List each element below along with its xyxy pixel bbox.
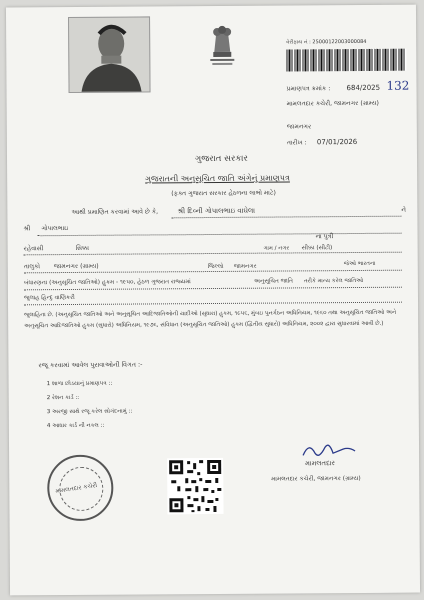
date-label: તારીખ : <box>286 139 307 147</box>
caste-type: અનુસૂચિત જાતિ <box>253 278 293 285</box>
legal-paragraph: જુલાહિના છે. (અનુસૂચિત જાતિઓ અને અનુસૂચિત આદિજાતિઓની યાદીઓ (સુધારા) હુકમ, ૧૯૫૬, મુંબઇ પુનર્ગઠન અધિનિયમ, ૧૯૬૦ તથા અનુસૂચિત જાતિઓ અને અનુસૂચિત આદિજાતિઓ હુકમ (સુધારો) અધિનિયમ, ૧૯૭૬, સંવિધાન (અનુસૂચિત જાતિઓ) હુકમ (દ્વિતીય સુધારો) અધિનિયમ, ૨૦૦૨ દ્વારા સુધારવામાં આવી છે.) <box>24 309 397 329</box>
person-icon <box>69 17 150 92</box>
resident-label: રહેવાસી <box>23 245 44 253</box>
father-name: ગોપાલભાઇ <box>41 225 69 233</box>
certificate-page <box>6 5 420 596</box>
govt-heading: ગુજરાત સરકાર <box>194 153 248 165</box>
district-label: જિલ્લો <box>207 263 224 271</box>
law-line: બંધારણના (અનુસૂચિત જાતિઓ) હુકમ - ૧૯૫૦, હેઠળ ગુજરાત રાજ્યમાં <box>23 279 191 287</box>
taluka-label: તાલુકો <box>23 263 41 271</box>
page-title: ગુજરાતની અનુસૂચિત જાતિ અંગેનું પ્રમાણપત્ર <box>145 173 290 184</box>
signatory-title: મામલતદાર <box>305 459 336 468</box>
resident-value: સિક્કા <box>75 244 90 252</box>
village-label: ગામ / નગર <box>263 245 290 252</box>
signature-icon <box>299 439 359 461</box>
village-value: સીક્કા (સીટી) <box>301 245 333 252</box>
name-underline <box>171 216 401 219</box>
recognized-text: તરીકે માન્ય કરેલ જાતિઓ <box>303 277 364 285</box>
issuing-office: મામલતદાર કચેરી, જામનગર (ગ્રામ્ય) <box>286 99 379 108</box>
district-value: જામનગર <box>233 263 257 270</box>
cert-number: 684/2025 <box>346 83 381 93</box>
office-seal: મામલતદાર કચેરી <box>47 455 113 521</box>
community-underline <box>24 302 402 306</box>
doc-item-1: 1 શાળા છોડયાનું પ્રમાણપત્ર :: <box>46 380 113 388</box>
doc-item-3: 3 અરજી સાથે રજૂ કરેલ સોગંદનામું :: <box>46 408 133 416</box>
verify-number: વેરીફાય નં : 25000122003000084 <box>286 38 367 46</box>
holder-name: શ્રી દિવ્ની ગોપાલભાઇ વાઘેલા <box>177 206 256 216</box>
relation: ના પુત્રી <box>315 233 334 241</box>
taluka-value: જામનગર (ગ્રામ્ય) <box>53 262 99 271</box>
state-label: જેઓ ભારતના <box>343 260 376 268</box>
law-underline <box>24 287 402 291</box>
barcode <box>286 49 406 72</box>
issue-date: 07/01/2026 <box>316 137 358 147</box>
community: જુલાહ હિન્દુ વાણિકરી <box>23 294 75 302</box>
docs-heading: રજૂ કરવામાં આવેલ પુરાવાઓની વિગત :- <box>38 360 143 370</box>
signatory-office: મામલતદાર કચેરી, જામનગર (ગ્રામ્ય) <box>271 474 361 483</box>
line-end: ને <box>401 206 407 214</box>
intro-text: આથી પ્રમાણિત કરવામાં આવે છે કે, <box>71 208 159 216</box>
state-emblem-icon <box>204 22 240 68</box>
cert-number-label: પ્રમાણપત્ર ક્રમાંક : <box>286 85 331 93</box>
shri-label: શ્રી <box>23 225 31 233</box>
father-underline <box>38 233 402 237</box>
page-subtitle: (ફક્ત ગુજરાત સરકાર હેઠળના લાભો માટે) <box>171 189 276 198</box>
doc-item-4: 4 આધાર કાર્ડ ની નકલ :: <box>46 422 105 430</box>
qr-code-icon <box>167 458 223 514</box>
place: જામનગર <box>286 123 312 131</box>
applicant-photo <box>68 16 151 93</box>
handwritten-number: 132 <box>386 78 410 93</box>
doc-item-2: 2 રેશન કાર્ડ :: <box>46 394 80 402</box>
